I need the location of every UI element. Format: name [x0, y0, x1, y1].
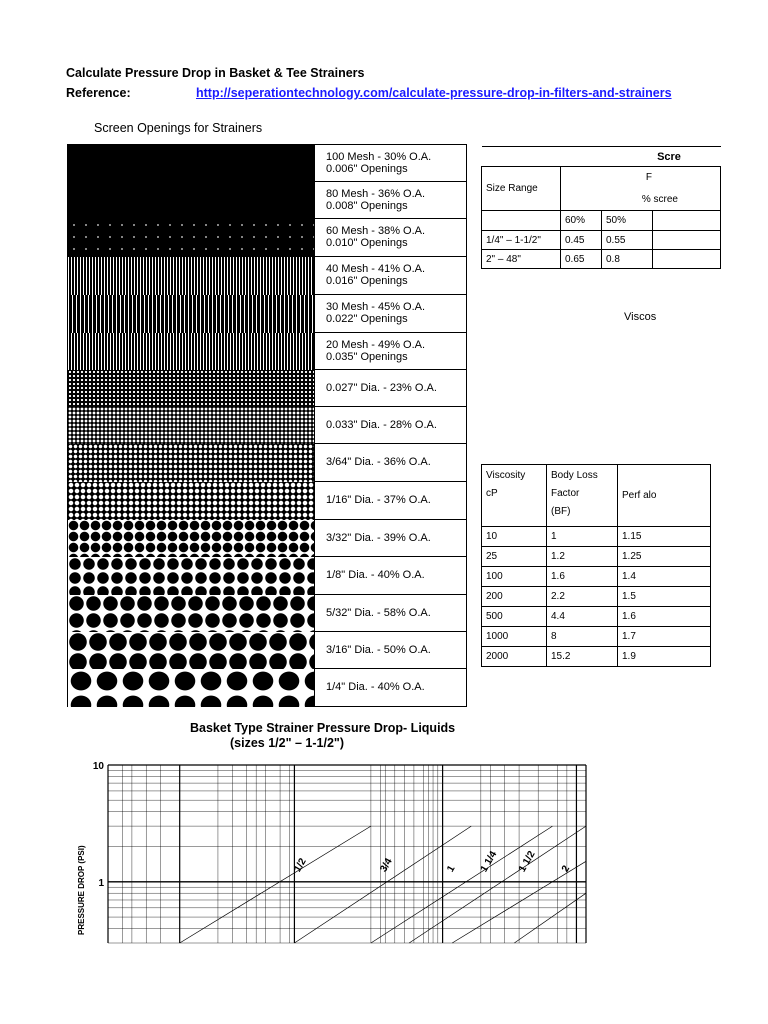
screen-opening-label	[314, 257, 466, 295]
screen-opening-label	[314, 669, 466, 707]
viscosity-cell: 1.6	[618, 607, 711, 627]
screen-pattern-swatch	[68, 482, 314, 520]
factor-cell: 0.45	[561, 231, 602, 250]
series-line	[409, 826, 586, 943]
viscosity-cell: 1.6	[547, 567, 618, 587]
screen-opening-line: 0.010" Openings	[326, 237, 408, 249]
viscosity-label: Viscos	[624, 311, 657, 323]
screen-opening-label	[314, 219, 466, 257]
series-label: 3/4	[378, 856, 395, 875]
perf-header: Perf alo	[618, 465, 711, 527]
screen-opening-line: 0.033" Dia. - 28% O.A.	[326, 419, 437, 431]
screen-opening-line: 80 Mesh - 36% O.A.	[326, 188, 426, 200]
screen-opening-line: 30 Mesh - 45% O.A.	[326, 301, 426, 313]
screen-opening-row	[68, 145, 466, 182]
viscosity-cell: 25	[482, 547, 547, 567]
viscosity-cell: 500	[482, 607, 547, 627]
screen-opening-row	[68, 182, 466, 219]
screen-pattern-swatch	[68, 370, 314, 407]
viscosity-cell: 1.2	[547, 547, 618, 567]
screen-pattern-swatch	[68, 257, 314, 295]
series-label: 1/2	[292, 856, 309, 875]
viscosity-table-body	[482, 527, 711, 667]
screen-opening-line: 0.006" Openings	[326, 163, 408, 175]
y-tick-label: 1	[98, 877, 104, 889]
screen-opening-label	[314, 145, 466, 182]
screen-opening-row	[68, 669, 466, 707]
factor-cell: 0.65	[561, 250, 602, 269]
viscosity-cell: 1.25	[618, 547, 711, 567]
viscosity-cell: 1.7	[618, 627, 711, 647]
screen-opening-line: 40 Mesh - 41% O.A.	[326, 263, 426, 275]
viscosity-header	[482, 465, 547, 527]
screen-opening-line: 3/64" Dia. - 36% O.A.	[326, 456, 431, 468]
viscosity-header-line: cP	[486, 488, 498, 499]
blank-cell	[653, 250, 721, 269]
screen-opening-row	[68, 333, 466, 370]
screen-opening-row	[68, 444, 466, 482]
size-range-table	[481, 146, 721, 269]
size-range-cell: 2" – 48"	[482, 250, 561, 269]
screen-pattern-swatch	[68, 145, 314, 182]
series-line	[294, 826, 471, 943]
screen-opening-row	[68, 219, 466, 257]
series-line	[371, 826, 553, 943]
screen-opening-row	[68, 520, 466, 557]
pct-col-header: 60%	[561, 211, 602, 231]
screen-opening-label	[314, 557, 466, 595]
screen-opening-label	[314, 520, 466, 557]
size-range-table-wrap	[481, 146, 681, 291]
blank-cell	[482, 211, 561, 231]
y-tick-label: 10	[92, 761, 104, 772]
screen-pattern-swatch	[68, 595, 314, 632]
series-label: 1 1/2	[516, 849, 538, 875]
screen-opening-line: 0.027" Dia. - 23% O.A.	[326, 382, 437, 394]
series-line	[180, 826, 371, 943]
screen-opening-line: 100 Mesh - 30% O.A.	[326, 151, 432, 163]
screen-opening-row	[68, 482, 466, 520]
factor-header: F	[561, 167, 721, 189]
screen-pattern-swatch	[68, 182, 314, 219]
screen-opening-line: 1/16" Dia. - 37% O.A.	[326, 494, 431, 506]
reference-link[interactable]: http://seperationtechnology.com/calculate-pressure-drop-in-filters-and-strainers	[196, 86, 672, 100]
series-label: 1 1/4	[478, 849, 500, 875]
viscosity-row	[482, 607, 711, 627]
viscosity-row	[482, 627, 711, 647]
viscosity-cell: 1.15	[618, 527, 711, 547]
screen-table-header: Scre	[482, 147, 721, 167]
screen-opening-row	[68, 295, 466, 333]
viscosity-table-wrap	[481, 464, 655, 670]
screen-opening-row	[68, 595, 466, 632]
viscosity-row	[482, 647, 711, 667]
reference-label: Reference:	[66, 86, 131, 100]
screen-opening-line: 1/8" Dia. - 40% O.A.	[326, 569, 425, 581]
viscosity-row	[482, 567, 711, 587]
viscosity-cell: 1.9	[618, 647, 711, 667]
viscosity-cell: 1	[547, 527, 618, 547]
screen-pattern-swatch	[68, 333, 314, 370]
viscosity-header-line: Viscosity	[486, 470, 526, 481]
chart-title: Basket Type Strainer Pressure Drop- Liquids	[190, 721, 456, 735]
screen-opening-line: 3/32" Dia. - 39% O.A.	[326, 532, 431, 544]
screen-opening-label	[314, 632, 466, 669]
size-range-header: Size Range	[482, 167, 561, 211]
body-loss-header-line: Factor	[551, 488, 580, 499]
viscosity-row	[482, 587, 711, 607]
screen-opening-label	[314, 407, 466, 444]
factor-cell: 0.8	[602, 250, 653, 269]
screen-opening-label	[314, 333, 466, 370]
series-label: 2	[559, 863, 573, 875]
screen-opening-label	[314, 182, 466, 219]
pct-screen-header: % scree	[561, 189, 721, 211]
viscosity-cell: 200	[482, 587, 547, 607]
blank-cell	[653, 211, 721, 231]
screen-opening-row	[68, 257, 466, 295]
screen-openings-title: Screen Openings for Strainers	[94, 121, 263, 135]
screen-opening-line: 5/32" Dia. - 58% O.A.	[326, 607, 431, 619]
screen-opening-label	[314, 444, 466, 482]
screen-opening-line: 0.035" Openings	[326, 351, 408, 363]
viscosity-cell: 2.2	[547, 587, 618, 607]
body-loss-header-line: Body Loss	[551, 470, 598, 481]
series-label: 1	[445, 863, 458, 875]
screen-opening-label	[314, 482, 466, 520]
screen-pattern-swatch	[68, 557, 314, 595]
screen-opening-row	[68, 370, 466, 407]
screen-opening-line: 20 Mesh - 49% O.A.	[326, 339, 426, 351]
screen-opening-row	[68, 407, 466, 444]
screen-pattern-swatch	[68, 632, 314, 669]
screen-pattern-swatch	[68, 219, 314, 257]
viscosity-cell: 100	[482, 567, 547, 587]
viscosity-cell: 1000	[482, 627, 547, 647]
screen-opening-row	[68, 632, 466, 669]
screen-opening-label	[314, 370, 466, 407]
screen-pattern-swatch	[68, 444, 314, 482]
pct-col-header: 50%	[602, 211, 653, 231]
body-loss-header-line: (BF)	[551, 506, 571, 517]
screen-pattern-swatch	[68, 669, 314, 707]
viscosity-row	[482, 527, 711, 547]
screen-opening-line: 0.016" Openings	[326, 275, 408, 287]
y-axis-label: PRESSURE DROP (PSI)	[77, 845, 86, 935]
viscosity-cell: 2000	[482, 647, 547, 667]
viscosity-cell: 15.2	[547, 647, 618, 667]
viscosity-cell: 4.4	[547, 607, 618, 627]
screen-opening-line: 0.008" Openings	[326, 200, 408, 212]
screen-opening-label	[314, 295, 466, 333]
screen-pattern-swatch	[68, 295, 314, 333]
viscosity-cell: 1.5	[618, 587, 711, 607]
viscosity-cell: 1.4	[618, 567, 711, 587]
pressure-drop-chart	[70, 755, 590, 945]
blank-cell	[653, 231, 721, 250]
chart-subtitle: (sizes 1/2" – 1-1/2")	[230, 736, 344, 750]
viscosity-cell: 10	[482, 527, 547, 547]
viscosity-row	[482, 547, 711, 567]
screen-opening-label	[314, 595, 466, 632]
screen-opening-line: 60 Mesh - 38% O.A.	[326, 225, 426, 237]
factor-cell: 0.55	[602, 231, 653, 250]
series-line	[514, 893, 586, 943]
screen-opening-row	[68, 557, 466, 595]
viscosity-table	[481, 464, 711, 667]
viscosity-cell: 8	[547, 627, 618, 647]
screen-opening-line: 1/4" Dia. - 40% O.A.	[326, 681, 425, 693]
page-title: Calculate Pressure Drop in Basket & Tee Strainers	[66, 66, 365, 80]
body-loss-header	[547, 465, 618, 527]
screen-pattern-swatch	[68, 520, 314, 557]
screen-pattern-swatch	[68, 407, 314, 444]
screen-openings-table	[67, 144, 467, 707]
size-range-cell: 1/4" – 1-1/2"	[482, 231, 561, 250]
screen-opening-line: 3/16" Dia. - 50% O.A.	[326, 644, 431, 656]
screen-opening-line: 0.022" Openings	[326, 313, 408, 325]
